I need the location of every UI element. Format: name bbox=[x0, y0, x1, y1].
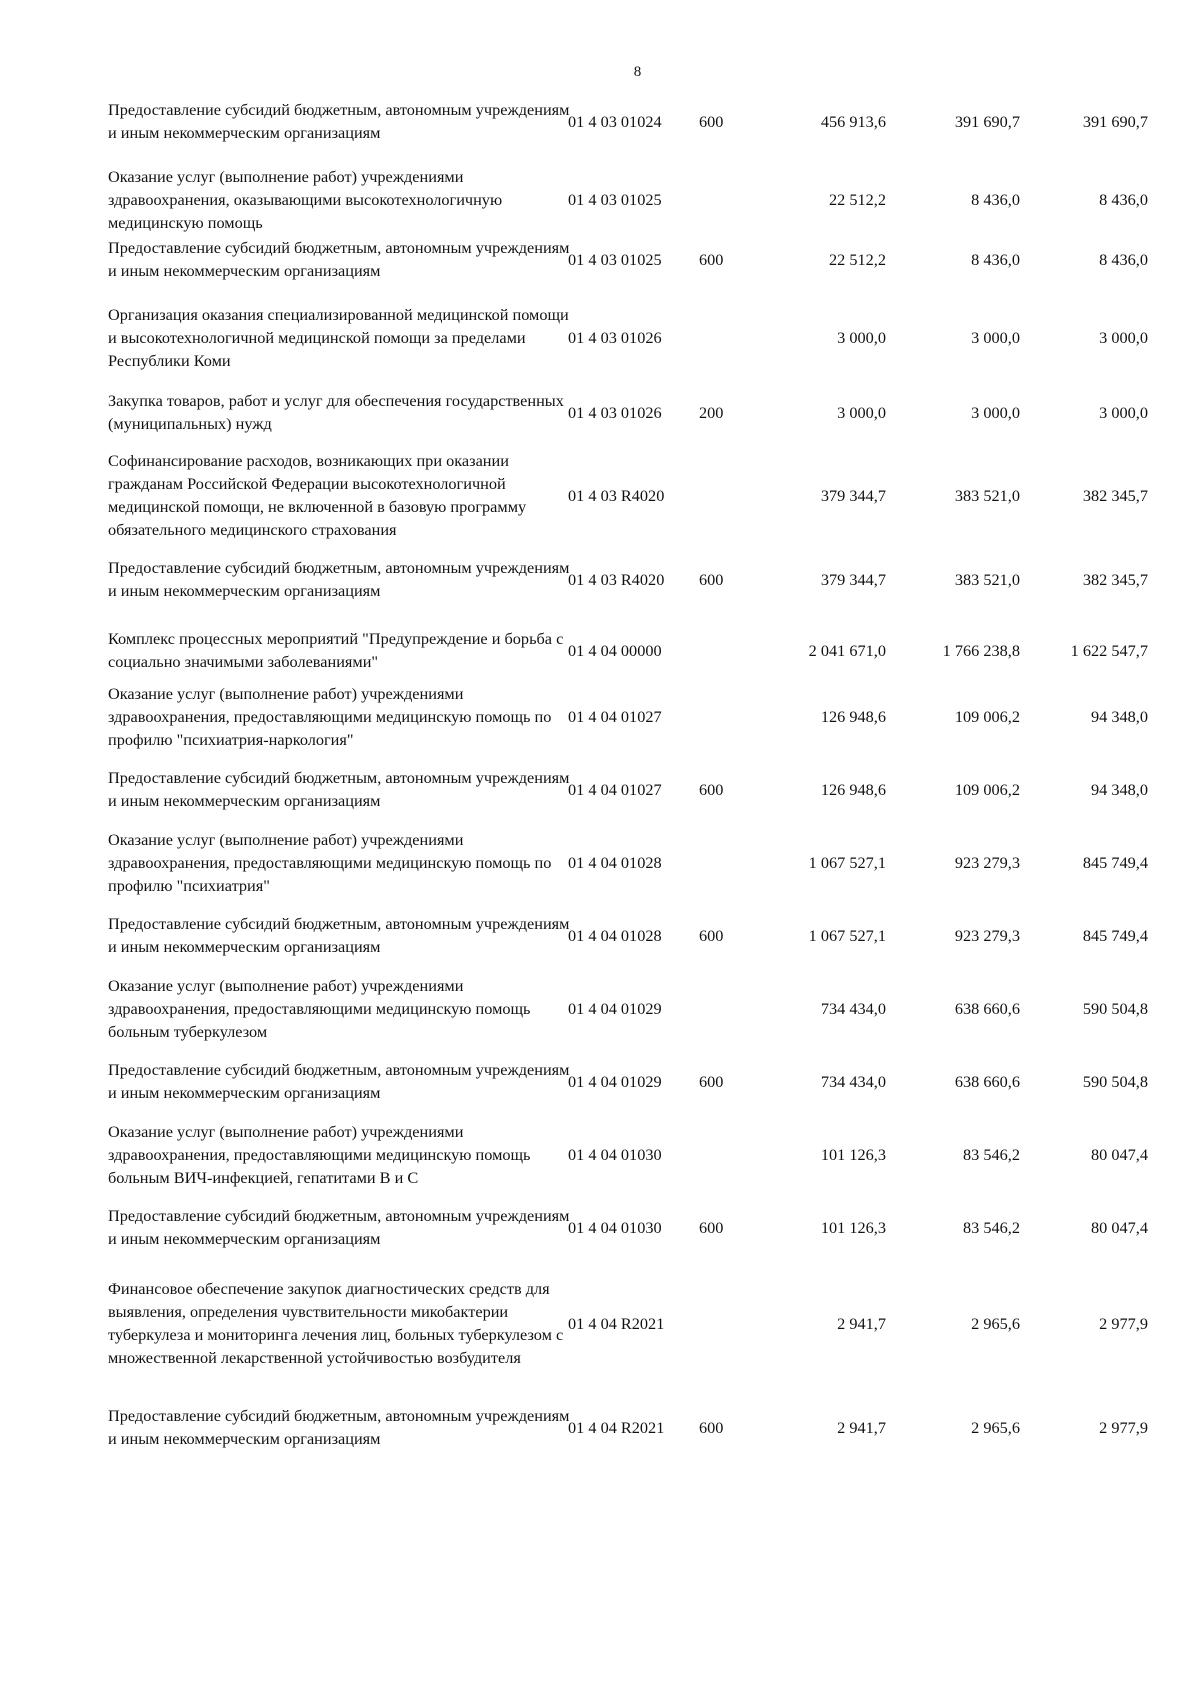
row-code: 01 4 04 01027 bbox=[568, 779, 662, 799]
row-value-1: 3 000,0 bbox=[837, 327, 886, 347]
table-row bbox=[108, 1056, 1148, 1106]
row-expense-type: 600 bbox=[699, 779, 724, 799]
table-row bbox=[108, 436, 1148, 554]
row-code: 01 4 04 R2021 bbox=[568, 1417, 665, 1437]
page-number: 8 bbox=[633, 64, 642, 80]
row-value-3: 2 977,9 bbox=[1099, 1313, 1148, 1333]
row-value-3: 382 345,7 bbox=[1082, 569, 1148, 589]
row-value-1: 379 344,7 bbox=[820, 569, 886, 589]
row-name: Оказание услуг (выполнение работ) учреждениями здравоохранения, предоставляющими медицинскую помощь по профилю "психиатрия-наркология" bbox=[108, 683, 552, 749]
table-row bbox=[108, 910, 1148, 960]
row-value-3: 590 504,8 bbox=[1082, 998, 1148, 1018]
row-value-3: 2 977,9 bbox=[1099, 1417, 1148, 1437]
row-expense-type: 600 bbox=[699, 925, 724, 945]
row-expense-type: 200 bbox=[699, 402, 724, 422]
row-name: Софинансирование расходов, возникающих при оказании гражданам Российской Федерации высокотехнологичной медицинской помощи, не включенной в базовую программу обязательного медицинского страхования bbox=[108, 451, 527, 539]
row-value-2: 923 279,3 bbox=[954, 925, 1020, 945]
row-name: Предоставление субсидий бюджетным, автономным учреждениям и иным некоммерческим организациям bbox=[108, 914, 570, 956]
row-value-3: 1 622 547,7 bbox=[1070, 640, 1148, 660]
row-value-2: 638 660,6 bbox=[954, 1071, 1020, 1091]
row-value-2: 2 965,6 bbox=[971, 1417, 1020, 1437]
row-value-2: 923 279,3 bbox=[954, 852, 1020, 872]
table-row bbox=[108, 164, 1148, 234]
row-expense-type: 600 bbox=[699, 1071, 724, 1091]
row-value-1: 456 913,6 bbox=[820, 111, 886, 131]
row-name: Оказание услуг (выполнение работ) учреждениями здравоохранения, оказывающими высокотехнологичную медицинскую помощь bbox=[108, 166, 503, 232]
row-value-3: 8 436,0 bbox=[1099, 189, 1148, 209]
row-name: Предоставление субсидий бюджетным, автономным учреждениям и иным некоммерческим организациям bbox=[108, 558, 570, 600]
row-code: 01 4 04 R2021 bbox=[568, 1313, 665, 1333]
row-value-2: 109 006,2 bbox=[954, 779, 1020, 799]
row-value-1: 734 434,0 bbox=[820, 998, 886, 1018]
table-row bbox=[108, 680, 1148, 752]
row-value-2: 2 965,6 bbox=[971, 1313, 1020, 1333]
row-value-2: 83 546,2 bbox=[963, 1217, 1020, 1237]
row-name: Оказание услуг (выполнение работ) учреждениями здравоохранения, предоставляющими медицинскую помощь больным ВИЧ-инфекцией, гепатитами В и С bbox=[108, 1121, 531, 1187]
table-row bbox=[108, 302, 1148, 372]
row-value-1: 379 344,7 bbox=[820, 485, 886, 505]
row-code: 01 4 03 01026 bbox=[568, 402, 662, 422]
table-row bbox=[108, 1118, 1148, 1190]
table-row bbox=[108, 826, 1148, 898]
row-code: 01 4 04 00000 bbox=[568, 640, 662, 660]
row-code: 01 4 03 01025 bbox=[568, 249, 662, 269]
table-row bbox=[108, 1264, 1148, 1382]
row-value-3: 3 000,0 bbox=[1099, 327, 1148, 347]
row-name: Предоставление субсидий бюджетным, автономным учреждениям и иным некоммерческим организациям bbox=[108, 768, 570, 810]
row-value-3: 382 345,7 bbox=[1082, 485, 1148, 505]
row-value-3: 391 690,7 bbox=[1082, 111, 1148, 131]
row-value-2: 638 660,6 bbox=[954, 998, 1020, 1018]
row-value-2: 8 436,0 bbox=[971, 249, 1020, 269]
row-value-1: 1 067 527,1 bbox=[808, 852, 886, 872]
row-value-2: 3 000,0 bbox=[971, 327, 1020, 347]
row-value-1: 101 126,3 bbox=[820, 1144, 886, 1164]
row-code: 01 4 03 R4020 bbox=[568, 485, 665, 505]
row-value-3: 3 000,0 bbox=[1099, 402, 1148, 422]
row-value-1: 734 434,0 bbox=[820, 1071, 886, 1091]
row-name: Финансовое обеспечение закупок диагностических средств для выявления, определения чувствительности микобактерии туберкулеза и мониторинга лечения лиц, больных туберкулезом с множественной лекарственной устойчивостью возбудителя bbox=[108, 1279, 564, 1367]
row-name: Организация оказания специализированной медицинской помощи и высокотехнологичной медицинской помощи за пределами Республики Коми bbox=[108, 304, 569, 370]
row-expense-type: 600 bbox=[699, 111, 724, 131]
row-value-1: 2 941,7 bbox=[837, 1417, 886, 1437]
row-value-1: 101 126,3 bbox=[820, 1217, 886, 1237]
table-row bbox=[108, 96, 1148, 146]
row-name: Предоставление субсидий бюджетным, автономным учреждениям и иным некоммерческим организациям bbox=[108, 1206, 570, 1248]
row-value-1: 3 000,0 bbox=[837, 402, 886, 422]
row-value-3: 845 749,4 bbox=[1082, 852, 1148, 872]
row-name: Закупка товаров, работ и услуг для обеспечения государственных (муниципальных) нужд bbox=[108, 391, 564, 433]
row-value-3: 8 436,0 bbox=[1099, 249, 1148, 269]
row-code: 01 4 04 01030 bbox=[568, 1144, 662, 1164]
row-code: 01 4 04 01029 bbox=[568, 998, 662, 1018]
row-value-1: 22 512,2 bbox=[829, 249, 886, 269]
row-code: 01 4 04 01028 bbox=[568, 925, 662, 945]
row-value-1: 126 948,6 bbox=[820, 779, 886, 799]
table-row bbox=[108, 234, 1148, 284]
row-value-2: 109 006,2 bbox=[954, 706, 1020, 726]
row-expense-type: 600 bbox=[699, 249, 724, 269]
table-row bbox=[108, 972, 1148, 1044]
table-row bbox=[108, 624, 1148, 676]
row-value-3: 80 047,4 bbox=[1091, 1144, 1148, 1164]
row-value-3: 845 749,4 bbox=[1082, 925, 1148, 945]
row-value-3: 590 504,8 bbox=[1082, 1071, 1148, 1091]
row-expense-type: 600 bbox=[699, 569, 724, 589]
row-value-3: 80 047,4 bbox=[1091, 1217, 1148, 1237]
row-code: 01 4 03 01024 bbox=[568, 111, 662, 131]
row-name: Комплекс процессных мероприятий "Предупреждение и борьба с социально значимыми заболеваниями" bbox=[108, 629, 564, 671]
row-value-1: 126 948,6 bbox=[820, 706, 886, 726]
table-row bbox=[108, 1402, 1148, 1452]
row-expense-type: 600 bbox=[699, 1417, 724, 1437]
row-value-1: 22 512,2 bbox=[829, 189, 886, 209]
row-value-2: 3 000,0 bbox=[971, 402, 1020, 422]
row-code: 01 4 04 01029 bbox=[568, 1071, 662, 1091]
row-value-2: 383 521,0 bbox=[954, 569, 1020, 589]
row-value-1: 2 041 671,0 bbox=[808, 640, 886, 660]
row-value-3: 94 348,0 bbox=[1091, 706, 1148, 726]
table-row bbox=[108, 1202, 1148, 1252]
row-name: Предоставление субсидий бюджетным, автономным учреждениям и иным некоммерческим организациям bbox=[108, 100, 570, 142]
row-value-3: 94 348,0 bbox=[1091, 779, 1148, 799]
row-value-2: 83 546,2 bbox=[963, 1144, 1020, 1164]
row-value-2: 391 690,7 bbox=[954, 111, 1020, 131]
row-code: 01 4 03 01026 bbox=[568, 327, 662, 347]
row-code: 01 4 04 01028 bbox=[568, 852, 662, 872]
row-value-2: 383 521,0 bbox=[954, 485, 1020, 505]
row-code: 01 4 04 01027 bbox=[568, 706, 662, 726]
row-name: Предоставление субсидий бюджетным, автономным учреждениям и иным некоммерческим организациям bbox=[108, 238, 570, 280]
row-value-1: 1 067 527,1 bbox=[808, 925, 886, 945]
row-code: 01 4 03 R4020 bbox=[568, 569, 665, 589]
row-name: Предоставление субсидий бюджетным, автономным учреждениям и иным некоммерческим организациям bbox=[108, 1406, 570, 1448]
table-row bbox=[108, 388, 1148, 436]
budget-table bbox=[108, 96, 1148, 1452]
row-value-2: 8 436,0 bbox=[971, 189, 1020, 209]
row-code: 01 4 04 01030 bbox=[568, 1217, 662, 1237]
table-row bbox=[108, 554, 1148, 604]
row-expense-type: 600 bbox=[699, 1217, 724, 1237]
table-row bbox=[108, 764, 1148, 814]
row-value-1: 2 941,7 bbox=[837, 1313, 886, 1333]
row-name: Предоставление субсидий бюджетным, автономным учреждениям и иным некоммерческим организациям bbox=[108, 1060, 570, 1102]
row-name: Оказание услуг (выполнение работ) учреждениями здравоохранения, предоставляющими медицинскую помощь по профилю "психиатрия" bbox=[108, 829, 552, 895]
row-name: Оказание услуг (выполнение работ) учреждениями здравоохранения, предоставляющими медицинскую помощь больным туберкулезом bbox=[108, 975, 531, 1041]
row-value-2: 1 766 238,8 bbox=[942, 640, 1020, 660]
row-code: 01 4 03 01025 bbox=[568, 189, 662, 209]
